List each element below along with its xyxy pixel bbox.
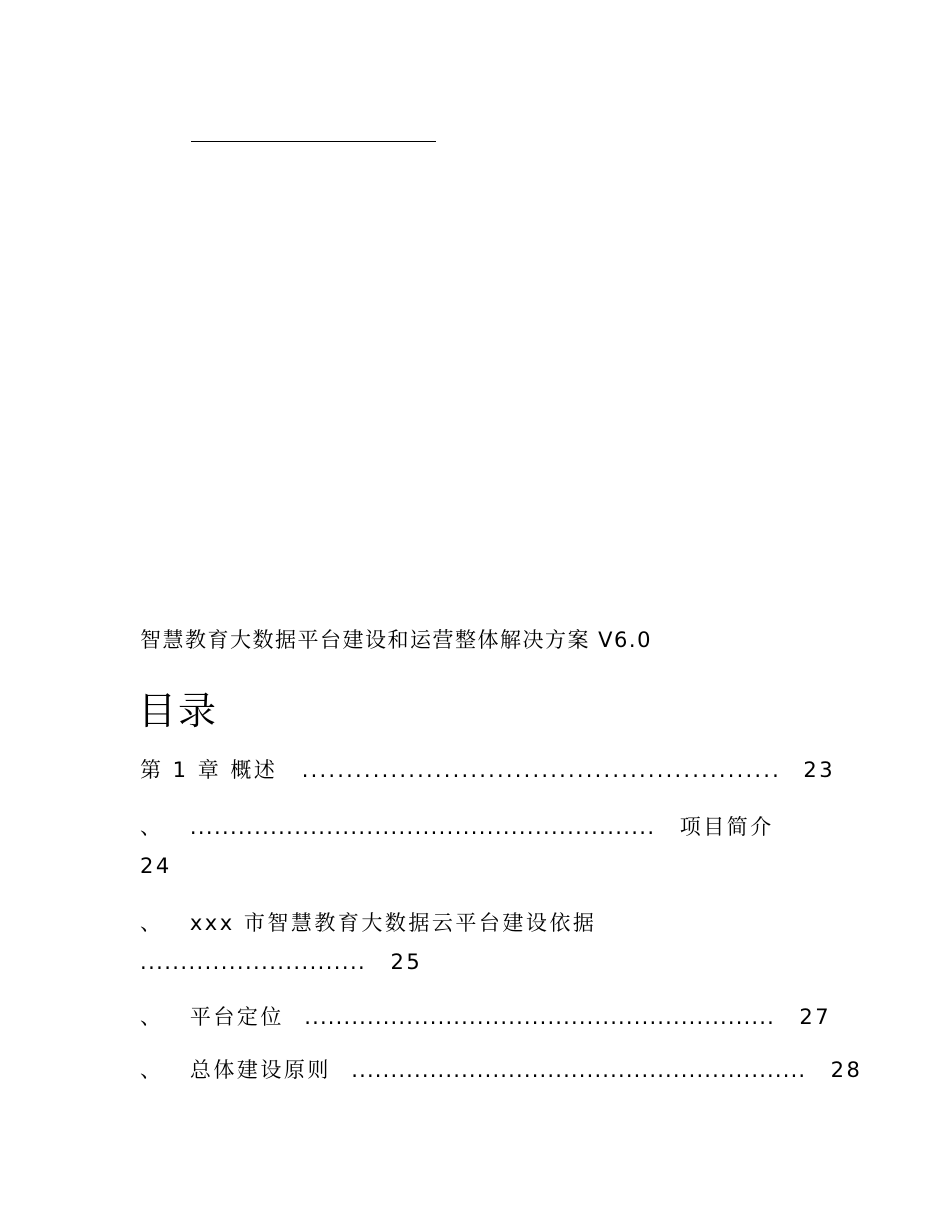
toc-entry-chapter-1[interactable]	[140, 760, 835, 781]
toc-page-number: 27	[799, 1005, 832, 1029]
toc-entry-label: 平台定位	[189, 1005, 284, 1029]
toc-entry-marker: 、	[140, 1005, 164, 1029]
toc-entry-marker: 、	[140, 1058, 164, 1082]
toc-entry-basis-continued	[140, 952, 422, 973]
toc-entry-label: xxx 市智慧教育大数据云平台建设依据	[189, 911, 597, 935]
toc-heading: 目录	[138, 689, 219, 733]
toc-entry-marker: 、	[140, 911, 164, 935]
toc-entry-principles[interactable]	[140, 1060, 862, 1081]
document-title: 智慧教育大数据平台建设和运营整体解决方案 V6.0	[140, 628, 652, 652]
toc-leader-dots: ......................................................	[301, 758, 782, 782]
toc-entry-project-intro[interactable]	[140, 817, 774, 838]
toc-entry-marker: 、	[140, 815, 164, 839]
toc-entry-basis[interactable]	[140, 913, 596, 934]
toc-entry-label: 第 1 章 概述	[140, 758, 278, 782]
toc-page-number: 23	[803, 758, 836, 782]
toc-leader-dots: ..........................................................	[351, 1058, 807, 1082]
header-rule	[191, 141, 436, 142]
toc-page-number: 28	[830, 1058, 863, 1082]
toc-page-number: 24	[140, 854, 172, 878]
toc-entry-platform-positioning[interactable]	[140, 1007, 831, 1028]
toc-leader-dots: ..........................................................	[189, 815, 656, 839]
toc-page-number-wrapped	[140, 856, 172, 877]
toc-entry-label: 项目简介	[679, 815, 774, 839]
toc-entry-label: 总体建设原则	[189, 1058, 331, 1082]
toc-leader-dots: ............................	[140, 950, 367, 974]
toc-page-number: 25	[390, 950, 423, 974]
toc-leader-dots: ............................................................	[304, 1005, 775, 1029]
